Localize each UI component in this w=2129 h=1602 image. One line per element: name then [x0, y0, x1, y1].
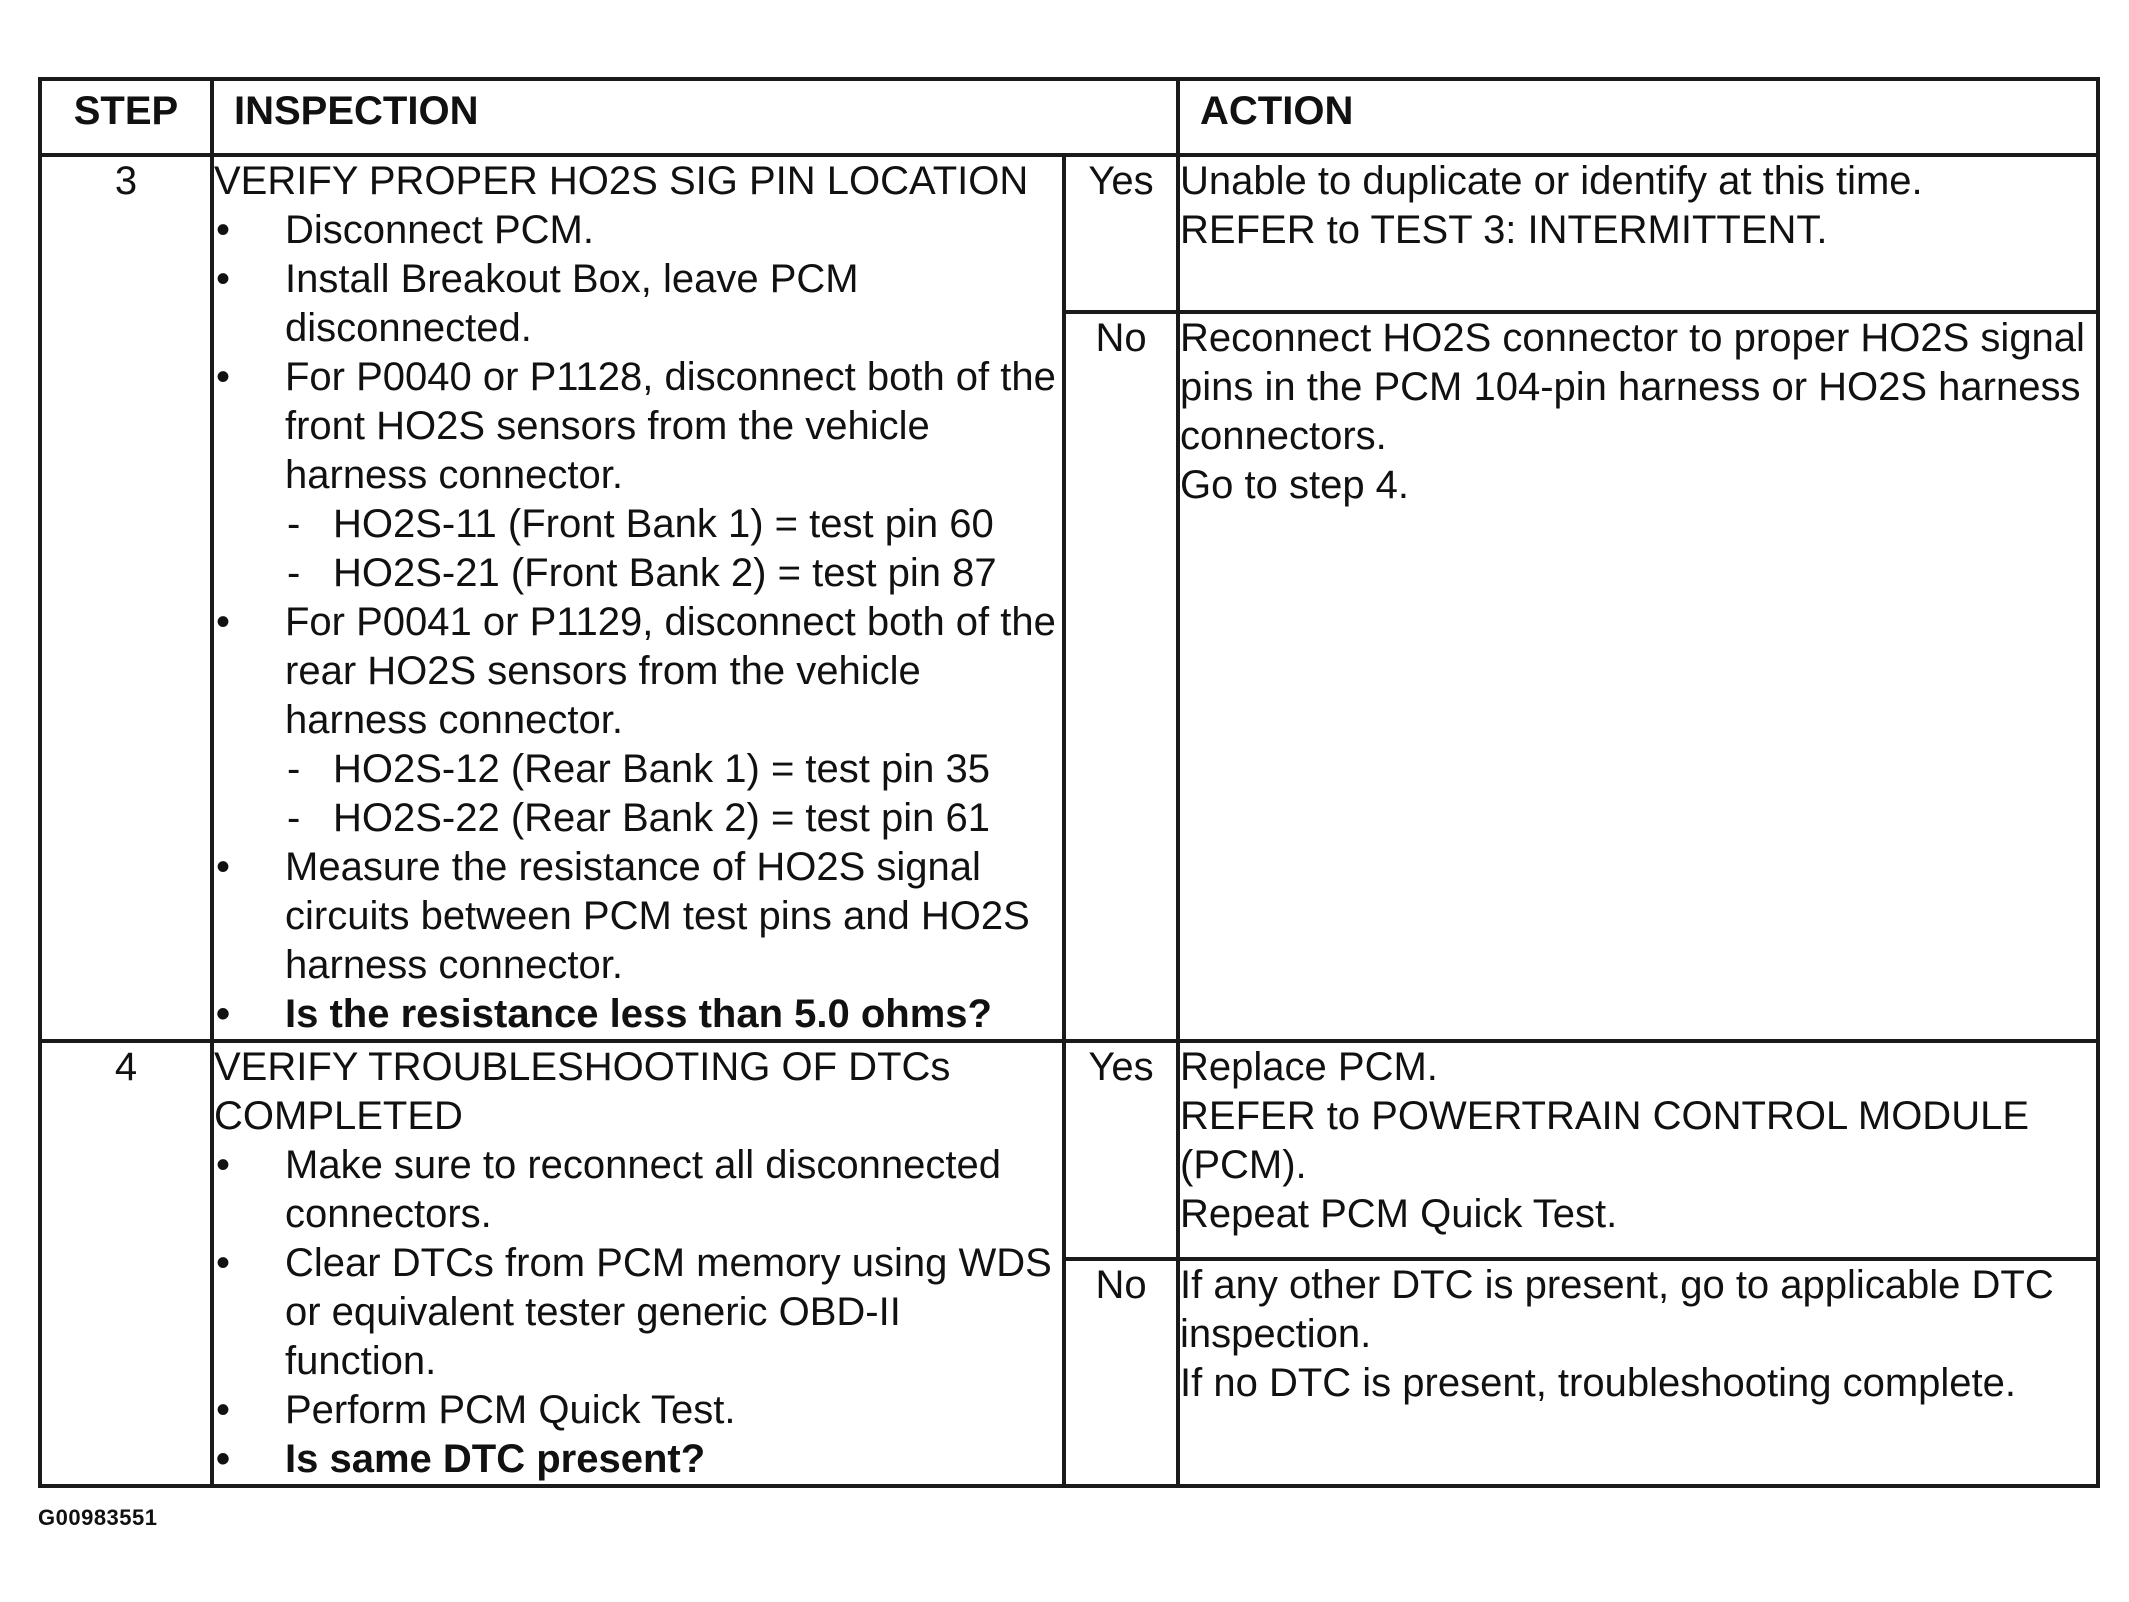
table-row-step-3-yes	[40, 155, 2098, 312]
action-line: If any other DTC is present, go to applicable DTC inspection.	[1180, 1262, 2054, 1356]
inspection-title: VERIFY TROUBLESHOOTING OF DTCs COMPLETED	[214, 1045, 951, 1138]
table-row-step-4-yes	[40, 1041, 2098, 1259]
action-line: Replace PCM.	[1180, 1045, 1438, 1089]
bullet-item	[214, 353, 1062, 598]
action-line: If no DTC is present, troubleshooting complete.	[1180, 1360, 2016, 1405]
bullet-item: • Clear DTCs from PCM memory using WDS or equivalent tester generic OBD-II function.	[214, 1239, 1062, 1386]
action-line: Repeat PCM Quick Test.	[1180, 1192, 1618, 1236]
bullet-text: For P0041 or P1129, disconnect both of the rear HO2S sensors from the vehicle harness connector.	[285, 600, 1056, 742]
test-pin-list	[285, 500, 1062, 598]
diagnostic-table-sheet	[38, 77, 2096, 1488]
inspection-question: • Is same DTC present?	[214, 1435, 1062, 1484]
bullet-text: For P0040 or P1128, disconnect both of the front HO2S sensors from the vehicle harness connector.	[285, 355, 1056, 497]
action-line: REFER to TEST 3: INTERMITTENT.	[1180, 208, 1828, 252]
action-line: Reconnect HO2S connector to proper HO2S signal pins in the PCM 104-pin harness or HO2S harness connectors.	[1180, 316, 2085, 459]
step-number: 3	[40, 155, 212, 1041]
figure-id: G00983551	[38, 1505, 158, 1530]
inspection-cell	[212, 155, 1064, 1041]
test-pin-item: - HO2S-11 (Front Bank 1) = test pin 60	[285, 500, 1062, 549]
test-pin-item: - HO2S-21 (Front Bank 2) = test pin 87	[285, 549, 1062, 598]
action-column-header: ACTION	[1178, 79, 2098, 155]
test-pin-item: - HO2S-12 (Rear Bank 1) = test pin 35	[285, 745, 1062, 794]
inspection-column-header: INSPECTION	[212, 79, 1178, 155]
yes-label: Yes	[1064, 155, 1178, 312]
test-pin-list	[285, 745, 1062, 843]
diagnostic-test-table	[38, 77, 2100, 1488]
step-number: 4	[40, 1041, 212, 1486]
table-header-row	[40, 79, 2098, 155]
inspection-bullet-list	[214, 1141, 1062, 1484]
yes-label: Yes	[1064, 1041, 1178, 1259]
no-action-cell	[1178, 1259, 2098, 1486]
action-line: Unable to duplicate or identify at this time.	[1180, 159, 1923, 203]
step-column-header: STEP	[40, 79, 212, 155]
inspection-title: VERIFY PROPER HO2S SIG PIN LOCATION	[214, 159, 1029, 203]
bullet-item: • Install Breakout Box, leave PCM disconnected.	[214, 255, 1062, 353]
yes-action-cell	[1178, 1041, 2098, 1259]
no-label: No	[1064, 312, 1178, 1041]
yes-action-cell	[1178, 155, 2098, 312]
no-action-cell	[1178, 312, 2098, 1041]
bullet-item: • Measure the resistance of HO2S signal circuits between PCM test pins and HO2S harness connector.	[214, 843, 1062, 990]
action-line: Go to step 4.	[1180, 463, 1410, 508]
action-line: REFER to POWERTRAIN CONTROL MODULE (PCM).	[1180, 1094, 2029, 1187]
bullet-item: • Perform PCM Quick Test.	[214, 1386, 1062, 1435]
inspection-cell	[212, 1041, 1064, 1486]
bullet-item: • Disconnect PCM.	[214, 206, 1062, 255]
inspection-question: • Is the resistance less than 5.0 ohms?	[214, 990, 1062, 1039]
bullet-item: • Make sure to reconnect all disconnected connectors.	[214, 1141, 1062, 1239]
bullet-item	[214, 598, 1062, 843]
no-label: No	[1064, 1259, 1178, 1486]
inspection-bullet-list	[214, 206, 1062, 1039]
test-pin-item: - HO2S-22 (Rear Bank 2) = test pin 61	[285, 794, 1062, 843]
